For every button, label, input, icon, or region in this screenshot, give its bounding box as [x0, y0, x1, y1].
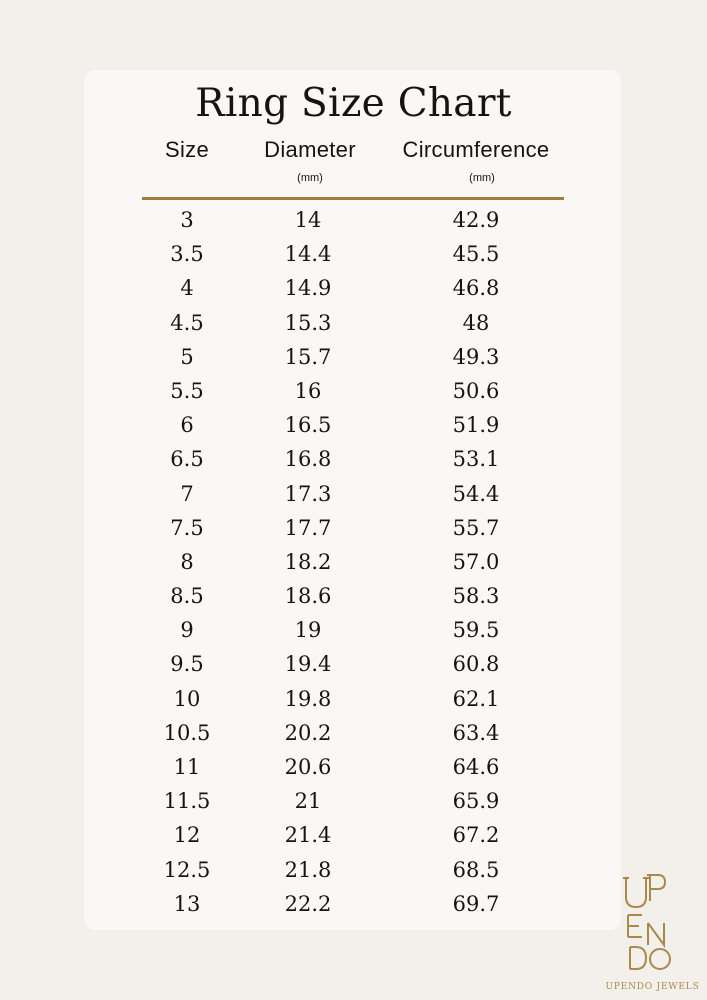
size-cell: 4 — [180, 276, 194, 301]
circumference-cell: 64.6 — [452, 755, 500, 779]
diameter-cell: 16 — [294, 378, 322, 403]
circumference-cell: 46.8 — [452, 276, 500, 301]
table-row — [0, 820, 707, 854]
table-row — [0, 513, 707, 547]
circumference-cell: 55.7 — [452, 515, 500, 540]
upendo-monogram-icon — [620, 873, 680, 977]
column-header-diameter: Diameter — [264, 137, 356, 162]
table-row — [0, 786, 707, 820]
header-divider — [142, 197, 564, 200]
diameter-cell: 14.9 — [284, 276, 332, 301]
page-title: Ring Size Chart — [195, 81, 512, 126]
diameter-cell: 16.8 — [284, 447, 332, 472]
table-row — [0, 752, 707, 786]
circumference-cell: 45.5 — [452, 242, 500, 267]
circumference-cell: 67.2 — [452, 823, 500, 848]
size-cell: 4.5 — [170, 310, 204, 335]
size-cell: 11 — [173, 755, 201, 779]
size-cell: 13 — [173, 891, 201, 916]
table-row — [0, 547, 707, 581]
diameter-cell: 21 — [294, 789, 322, 814]
circumference-cell: 65.9 — [452, 789, 500, 814]
diameter-cell: 21.4 — [284, 823, 332, 848]
brand-logo — [598, 873, 707, 1000]
table-row — [0, 444, 707, 478]
table-row — [0, 376, 707, 410]
circumference-cell: 59.5 — [452, 618, 500, 643]
brand-name: UPENDO JEWELS — [605, 982, 700, 992]
circumference-cell: 60.8 — [452, 652, 500, 677]
column-unit-circumference: (mm) — [469, 172, 495, 184]
circumference-cell: 42.9 — [452, 208, 500, 232]
table-row — [0, 273, 707, 307]
diameter-cell: 18.2 — [284, 549, 332, 574]
table-row — [0, 479, 707, 513]
size-cell: 6 — [180, 413, 194, 438]
size-cell: 6.5 — [170, 447, 204, 472]
circumference-cell: 50.6 — [452, 378, 500, 403]
table-row — [0, 239, 707, 273]
size-cell: 3 — [180, 208, 194, 232]
size-cell: 3.5 — [170, 242, 204, 267]
size-cell: 5 — [180, 344, 194, 369]
diameter-cell: 19.8 — [284, 686, 332, 711]
size-cell: 9.5 — [170, 652, 204, 677]
size-cell: 12.5 — [163, 857, 211, 882]
circumference-cell: 57.0 — [452, 549, 500, 574]
table-row — [0, 342, 707, 376]
column-header-circumference: Circumference — [402, 137, 550, 162]
circumference-cell: 49.3 — [452, 344, 500, 369]
diameter-cell: 22.2 — [284, 891, 332, 916]
table-row — [0, 308, 707, 342]
diameter-cell: 17.7 — [284, 515, 332, 540]
table-row — [0, 581, 707, 615]
diameter-cell: 14 — [294, 208, 322, 232]
circumference-cell: 63.4 — [452, 720, 500, 745]
size-cell: 7.5 — [170, 515, 204, 540]
diameter-cell: 19.4 — [284, 652, 332, 677]
circumference-cell: 53.1 — [452, 447, 500, 472]
size-cell: 8.5 — [170, 584, 204, 609]
table-row — [0, 615, 707, 649]
diameter-cell: 19 — [294, 618, 322, 643]
diameter-cell: 17.3 — [284, 481, 332, 506]
table-row — [0, 649, 707, 683]
size-cell: 11.5 — [163, 789, 211, 814]
diameter-cell: 15.3 — [284, 310, 332, 335]
size-cell: 5.5 — [170, 378, 204, 403]
size-cell: 10.5 — [163, 720, 211, 745]
table-row — [0, 410, 707, 444]
circumference-cell: 58.3 — [452, 584, 500, 609]
size-cell: 9 — [180, 618, 194, 643]
diameter-cell: 14.4 — [284, 242, 332, 267]
size-cell: 12 — [173, 823, 201, 848]
size-cell: 8 — [180, 549, 194, 574]
diameter-cell: 18.6 — [284, 584, 332, 609]
size-cell: 7 — [180, 481, 194, 506]
circumference-cell: 51.9 — [452, 413, 500, 438]
circumference-cell: 62.1 — [452, 686, 500, 711]
table-row — [0, 205, 707, 239]
diameter-cell: 16.5 — [284, 413, 332, 438]
table-row — [0, 684, 707, 718]
table-row — [0, 718, 707, 752]
diameter-cell: 20.6 — [284, 755, 332, 779]
circumference-cell: 68.5 — [452, 857, 500, 882]
diameter-cell: 21.8 — [284, 857, 332, 882]
size-table — [0, 205, 707, 923]
diameter-cell: 20.2 — [284, 720, 332, 745]
circumference-cell: 48 — [462, 310, 490, 335]
circumference-cell: 69.7 — [452, 891, 500, 916]
column-unit-diameter: (mm) — [297, 172, 323, 184]
circumference-cell: 54.4 — [452, 481, 500, 506]
size-cell: 10 — [173, 686, 201, 711]
diameter-cell: 15.7 — [284, 344, 332, 369]
column-header-size: Size — [165, 137, 209, 162]
